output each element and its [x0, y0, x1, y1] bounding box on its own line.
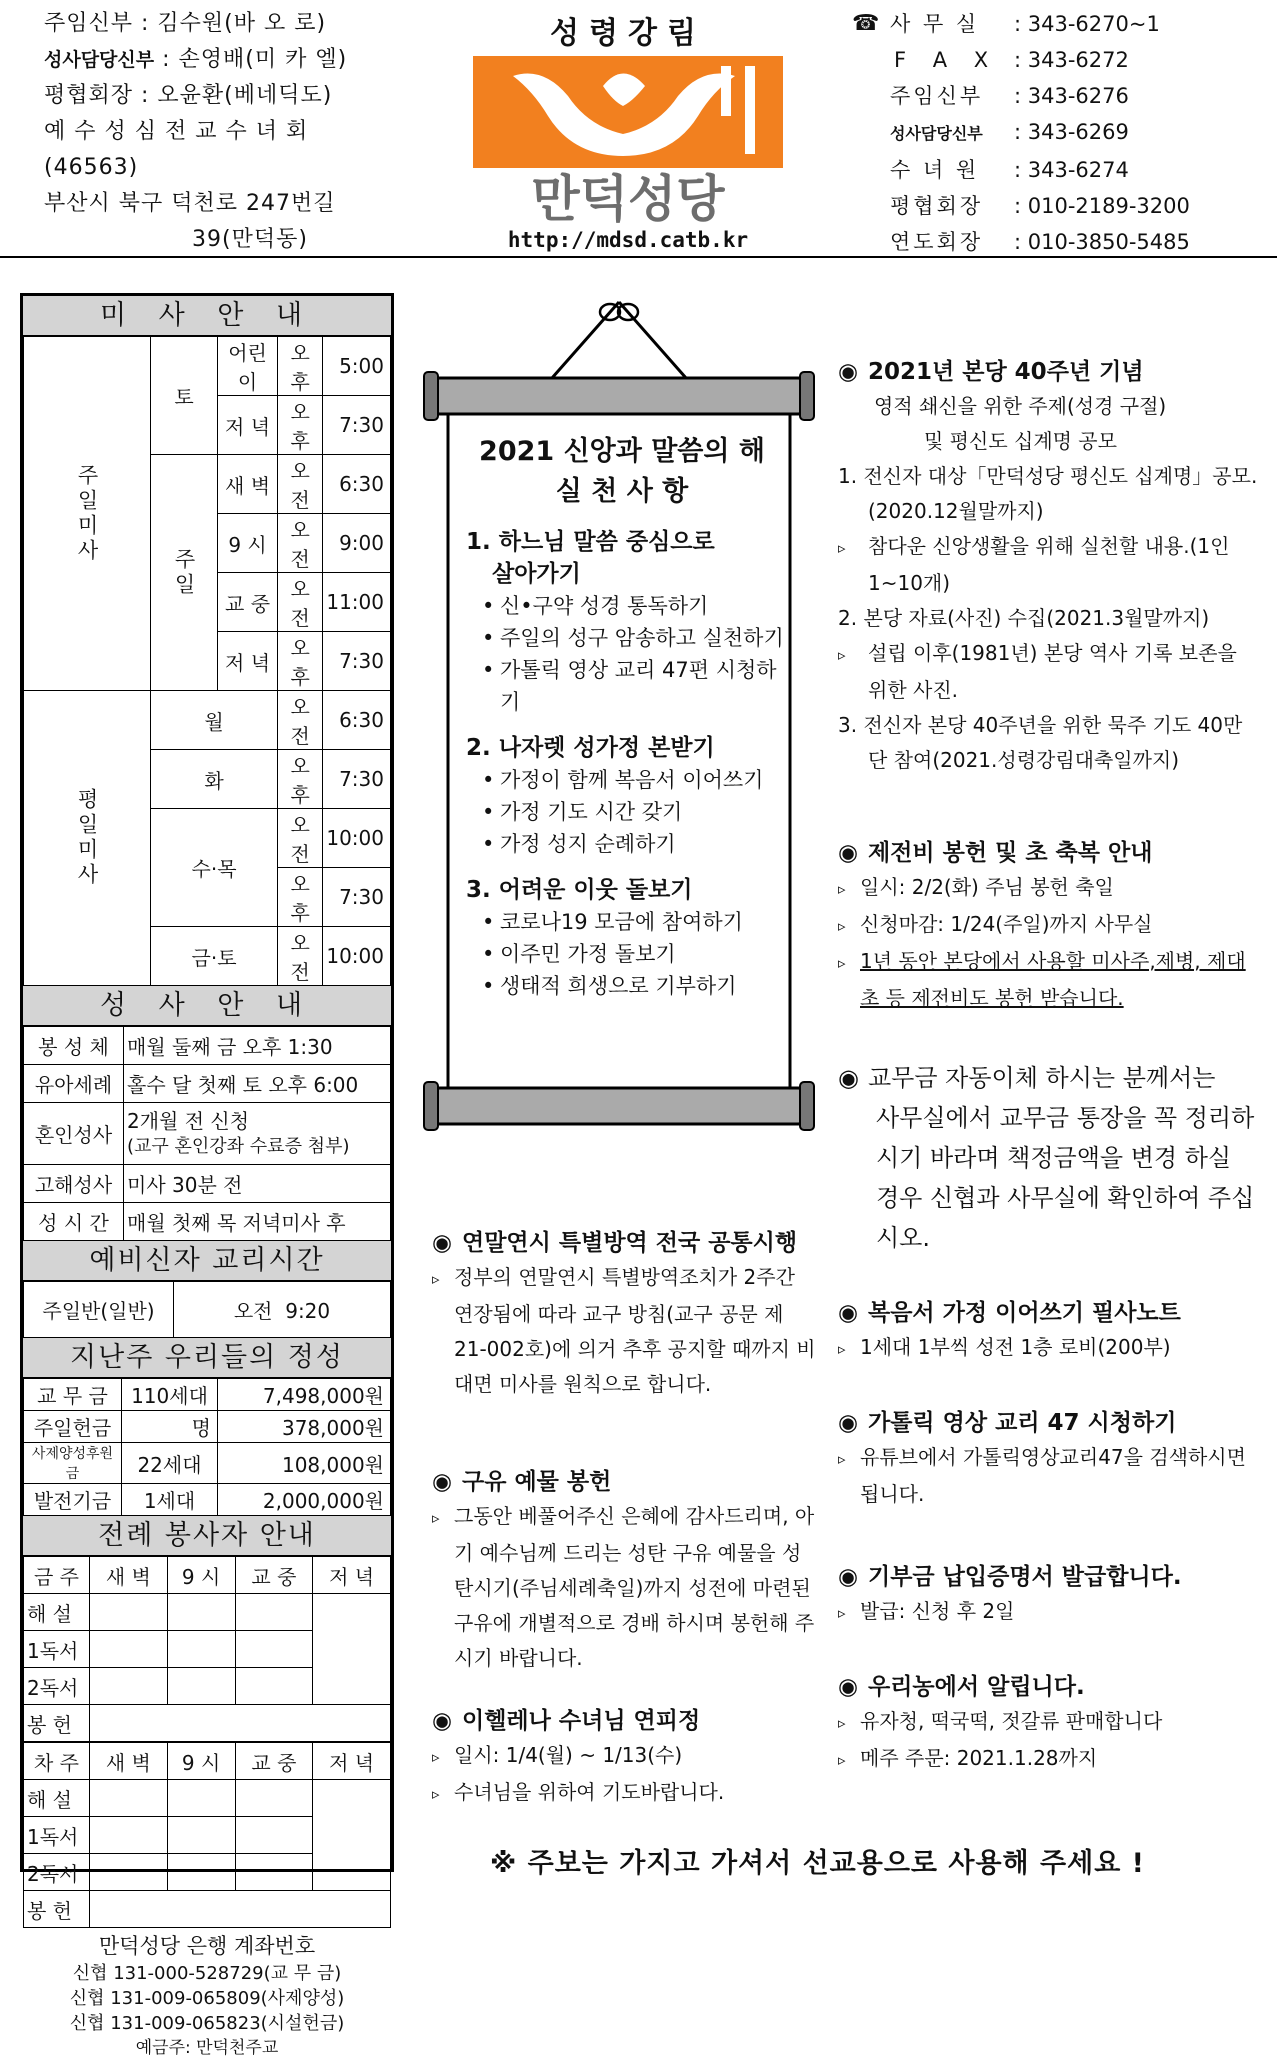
masthead	[468, 8, 788, 252]
circle-bullet-icon: ◉	[838, 840, 859, 866]
list-item: • 생태적 희생으로 기부하기	[482, 970, 792, 1002]
contact-row: 평협회장 : 010-2189-3200	[890, 194, 1190, 218]
triangle-bullet-icon: ▹	[432, 1785, 440, 1803]
bank-accounts	[23, 1928, 391, 2061]
list-item: • 신•구약 성경 통독하기	[482, 590, 792, 622]
header	[0, 0, 1277, 258]
saturday-label: 토	[151, 337, 218, 455]
circle-bullet-icon: ◉	[432, 1469, 453, 1495]
triangle-bullet-icon: ▹	[432, 1509, 440, 1527]
practice-heading: 1. 하느님 말씀 중심으로 살아가기	[466, 529, 715, 587]
triangle-bullet-icon: ▹	[838, 917, 846, 935]
triangle-bullet-icon: ▹	[838, 1340, 846, 1358]
triangle-bullet-icon: ▹	[838, 1714, 846, 1732]
list-item: • 주일의 성구 암송하고 실천하기	[482, 622, 792, 654]
sacrament-title: 성 사 안 내	[23, 986, 391, 1026]
servers-next-week-table: 차 주 새 벽 9 시 교 중 저 녁 해 설 1독서 2독서 봉 헌	[23, 1742, 391, 1928]
contact-row: 주임신부 : 343-6276	[890, 84, 1129, 108]
sunday-label: 주일	[151, 455, 218, 691]
triangle-bullet-icon: ▹	[838, 954, 846, 972]
parish-staff-info	[44, 6, 347, 258]
postal-code: (46563)	[44, 155, 139, 180]
list-item: • 가정 성지 순례하기	[482, 828, 792, 860]
contact-row: 수 녀 원 : 343-6274	[890, 158, 1129, 182]
notice-retreat: ◉ 이헬레나 수녀님 연피정 ▹ 일시: 1/4(월) ~ 1/13(수) ▹ 수녀님을 위하여 기도바랍니다.	[432, 1704, 816, 1812]
liturgy-servers-title: 전례 봉사자 안내	[23, 1516, 391, 1556]
practice-heading: 2. 나자렛 성가정 본받기	[466, 735, 715, 761]
notice-crib-offering: ◉ 구유 예물 봉헌 ▹ 그동안 베풀어주신 은혜에 감사드리며, 아기 예수님께 드리는 성탄 구유 예물을 성탄시기(주님세례축일)까지 성전에 마련된 구유에 개별적으로 경배 하시며 봉헌해 주시기 바랍니다.	[432, 1465, 816, 1676]
triangle-bullet-icon: ▹	[838, 880, 846, 898]
notice-catechism-video: ◉ 가톨릭 영상 교리 47 시청하기 ▹ 유튜브에서 가톨릭영상교리47을 검색하시면 됩니다.	[838, 1406, 1258, 1512]
scroll-content	[452, 418, 792, 1002]
sunday-mass-label: 주일미사	[24, 337, 151, 691]
circle-bullet-icon: ◉	[838, 1300, 859, 1326]
practice-list	[452, 906, 792, 1002]
triangle-bullet-icon: ▹	[838, 1751, 846, 1769]
notice-donation-receipt: ◉ 기부금 납입증명서 발급합니다. ▹ 발급: 신청 후 2일	[838, 1560, 1258, 1631]
circle-bullet-icon: ◉	[838, 1410, 859, 1436]
triangle-bullet-icon: ▹	[432, 1748, 440, 1766]
contact-row: F A X : 343-6272	[894, 48, 1129, 72]
info-sidebar	[20, 293, 394, 2058]
offering-table: 교 무 금 110세대 7,498,000원 주일헌금 명 378,000원 사제양성후원금 22세대 108,000원 발전기금 1세대 2,000,000원	[23, 1378, 391, 1516]
circle-bullet-icon: ◉	[838, 1564, 859, 1590]
council-president-line: 평협회장 : 오윤환(베네딕도)	[44, 83, 333, 108]
practice-scroll	[422, 298, 816, 1158]
servers-this-week-table: 금 주 새 벽 9 시 교 중 저 녁 해 설 1독서 2독서 봉 헌	[23, 1556, 391, 1742]
parish-logo	[473, 56, 783, 226]
parish-url[interactable]: http://mdsd.catb.kr	[507, 228, 749, 252]
notice-quarantine: ◉ 연말연시 특별방역 전국 공통시행 ▹ 정부의 연말연시 특별방역조치가 2주간 연장됨에 따라 교구 방침(교구 공문 제21-002호)에 의거 추후 공지할 때까지 비대면 미사를 원칙으로 합니다.	[432, 1226, 816, 1402]
bank-title: 만덕성당 은행 계좌번호	[98, 1934, 316, 1958]
triangle-bullet-icon: ▹	[838, 1604, 846, 1622]
catechumen-title: 예비신자 교리시간	[23, 1241, 391, 1281]
circle-bullet-icon: ◉	[838, 1064, 859, 1092]
triangle-bullet-icon: ▹	[838, 1450, 846, 1468]
dove-logo-icon	[473, 56, 783, 226]
mass-schedule-table: 주일미사 토 어린이 오후 5:00 저 녁 오후 7:30 주일 새 벽 오전 6:30 9 시 오전 9:00 교 중 오전 11:00 저 녁 오후 7:30 평일미사 월 오전 6:30 화 오후 7:30 수·목 오전 10:00 오후 7:30 금·토 오전 10:00	[23, 336, 391, 986]
sisters-line: 예 수 성 심 전 교 수 녀 회	[44, 119, 309, 144]
contact-row: 연도회장 : 010-3850-5485	[890, 230, 1190, 254]
address-line-2: 39(만덕동)	[192, 227, 308, 252]
practice-list	[452, 590, 792, 718]
bank-account: 신협 131-009-065823(시설헌금)	[69, 2013, 345, 2034]
contact-list	[852, 6, 1190, 260]
scroll-title: 2021 신앙과 말씀의 해	[479, 436, 765, 467]
circle-bullet-icon: ◉	[432, 1230, 453, 1256]
catechumen-table: 주일반(일반) 오전 9:20	[23, 1281, 391, 1338]
circle-bullet-icon: ◉	[838, 1674, 859, 1700]
notice-40th-anniversary: ◉ 2021년 본당 40주년 기념 영적 쇄신을 위한 주제(성경 구절) 및 평신도 십계명 공모 1. 전신자 대상「만덕성당 평신도 십계명」공모.(2020.12월말까지) ▹ 참다운 신앙생활을 위해 실천할 내용.(1인 1~10개) 2. 본당 자료(사진) 수집(2021.3월말까지) ▹ 설립 이후(1981년) 본당 역사 기록 보존을 위한 사진. 3. 전신자 본당 40주년을 위한 묵주 기도 40만단 참여(2021.성령강림대축일까지)	[838, 355, 1258, 778]
triangle-bullet-icon: ▹	[838, 646, 846, 664]
svg-text:만덕성당: 만덕성당	[531, 170, 725, 228]
list-item: • 가톨릭 영상 교리 47편 시청하기	[482, 654, 792, 718]
contact-row: ☎ 사 무 실 : 343-6270~1	[852, 6, 1190, 42]
notice-farm: ◉ 우리농에서 알립니다. ▹ 유자청, 떡국떡, 젓갈류 판매합니다 ▹ 메주 주문: 2021.1.28까지	[838, 1670, 1258, 1778]
bank-account: 신협 131-009-065809(사제양성)	[69, 1988, 345, 2009]
list-item: • 코로나19 모금에 참여하기	[482, 906, 792, 938]
notice-autopay: ◉ 교무금 자동이체 하시는 분께서는 사무실에서 교무금 통장을 꼭 정리하시기 바라며 책정금액을 변경 하실 경우 신협과 사무실에 확인하여 주십시오.	[838, 1058, 1258, 1258]
confessor-line: 성사담당신부 : 손영배(미 카 엘)	[44, 47, 348, 72]
footer-note: ※ 주보는 가지고 가셔서 선교용으로 사용해 주세요 !	[490, 1848, 1146, 1879]
notice-gospel-notebook: ◉ 복음서 가정 이어쓰기 필사노트 ▹ 1세대 1부씩 성전 1층 로비(200부)	[838, 1296, 1258, 1367]
account-holder: 예금주: 만덕천주교	[135, 2038, 279, 2058]
circle-bullet-icon: ◉	[432, 1708, 453, 1734]
practice-list	[452, 764, 792, 860]
list-item: • 이주민 가정 돌보기	[482, 938, 792, 970]
practice-heading: 3. 어려운 이웃 돌보기	[466, 877, 693, 903]
address-line: 부산시 북구 덕천로 247번길	[44, 191, 336, 216]
list-item: • 가정 기도 시간 갖기	[482, 796, 792, 828]
sacrament-table: 봉 성 체 매월 둘째 금 오후 1:30 유아세례 홀수 달 첫째 토 오후 6:00 혼인성사 2개월 전 신청 (교구 혼인강좌 수료증 첨부) 고해성사 미사 30분 전 성 시 간 매월 첫째 목 저녁미사 후	[23, 1026, 391, 1241]
scroll-subtitle: 실 천 사 항	[555, 476, 689, 507]
offering-title: 지난주 우리들의 정성	[23, 1338, 391, 1378]
notice-candle-blessing: ◉ 제전비 봉헌 및 초 축복 안내 ▹ 일시: 2/2(화) 주님 봉헌 축일 ▹ 신청마감: 1/24(주일)까지 사무실 ▹ 1년 동안 본당에서 사용할 미사주,제병, 제대초 등 제전비도 봉헌 받습니다.	[838, 836, 1258, 1016]
bank-account: 신협 131-000-528729(교 무 금)	[72, 1963, 342, 1984]
contact-row: 성사담당신부 : 343-6269	[890, 120, 1129, 144]
tagline: 성령강림	[550, 16, 706, 51]
weekday-mass-label: 평일미사	[24, 691, 151, 986]
triangle-bullet-icon: ▹	[432, 1270, 440, 1288]
triangle-bullet-icon: ▹	[838, 539, 846, 557]
phone-icon: ☎	[852, 11, 880, 36]
pastor-line: 주임신부 : 김수원(바 오 로)	[44, 11, 327, 36]
list-item: • 가정이 함께 복음서 이어쓰기	[482, 764, 792, 796]
mass-schedule-title: 미 사 안 내	[23, 296, 391, 336]
circle-bullet-icon: ◉	[838, 359, 859, 385]
